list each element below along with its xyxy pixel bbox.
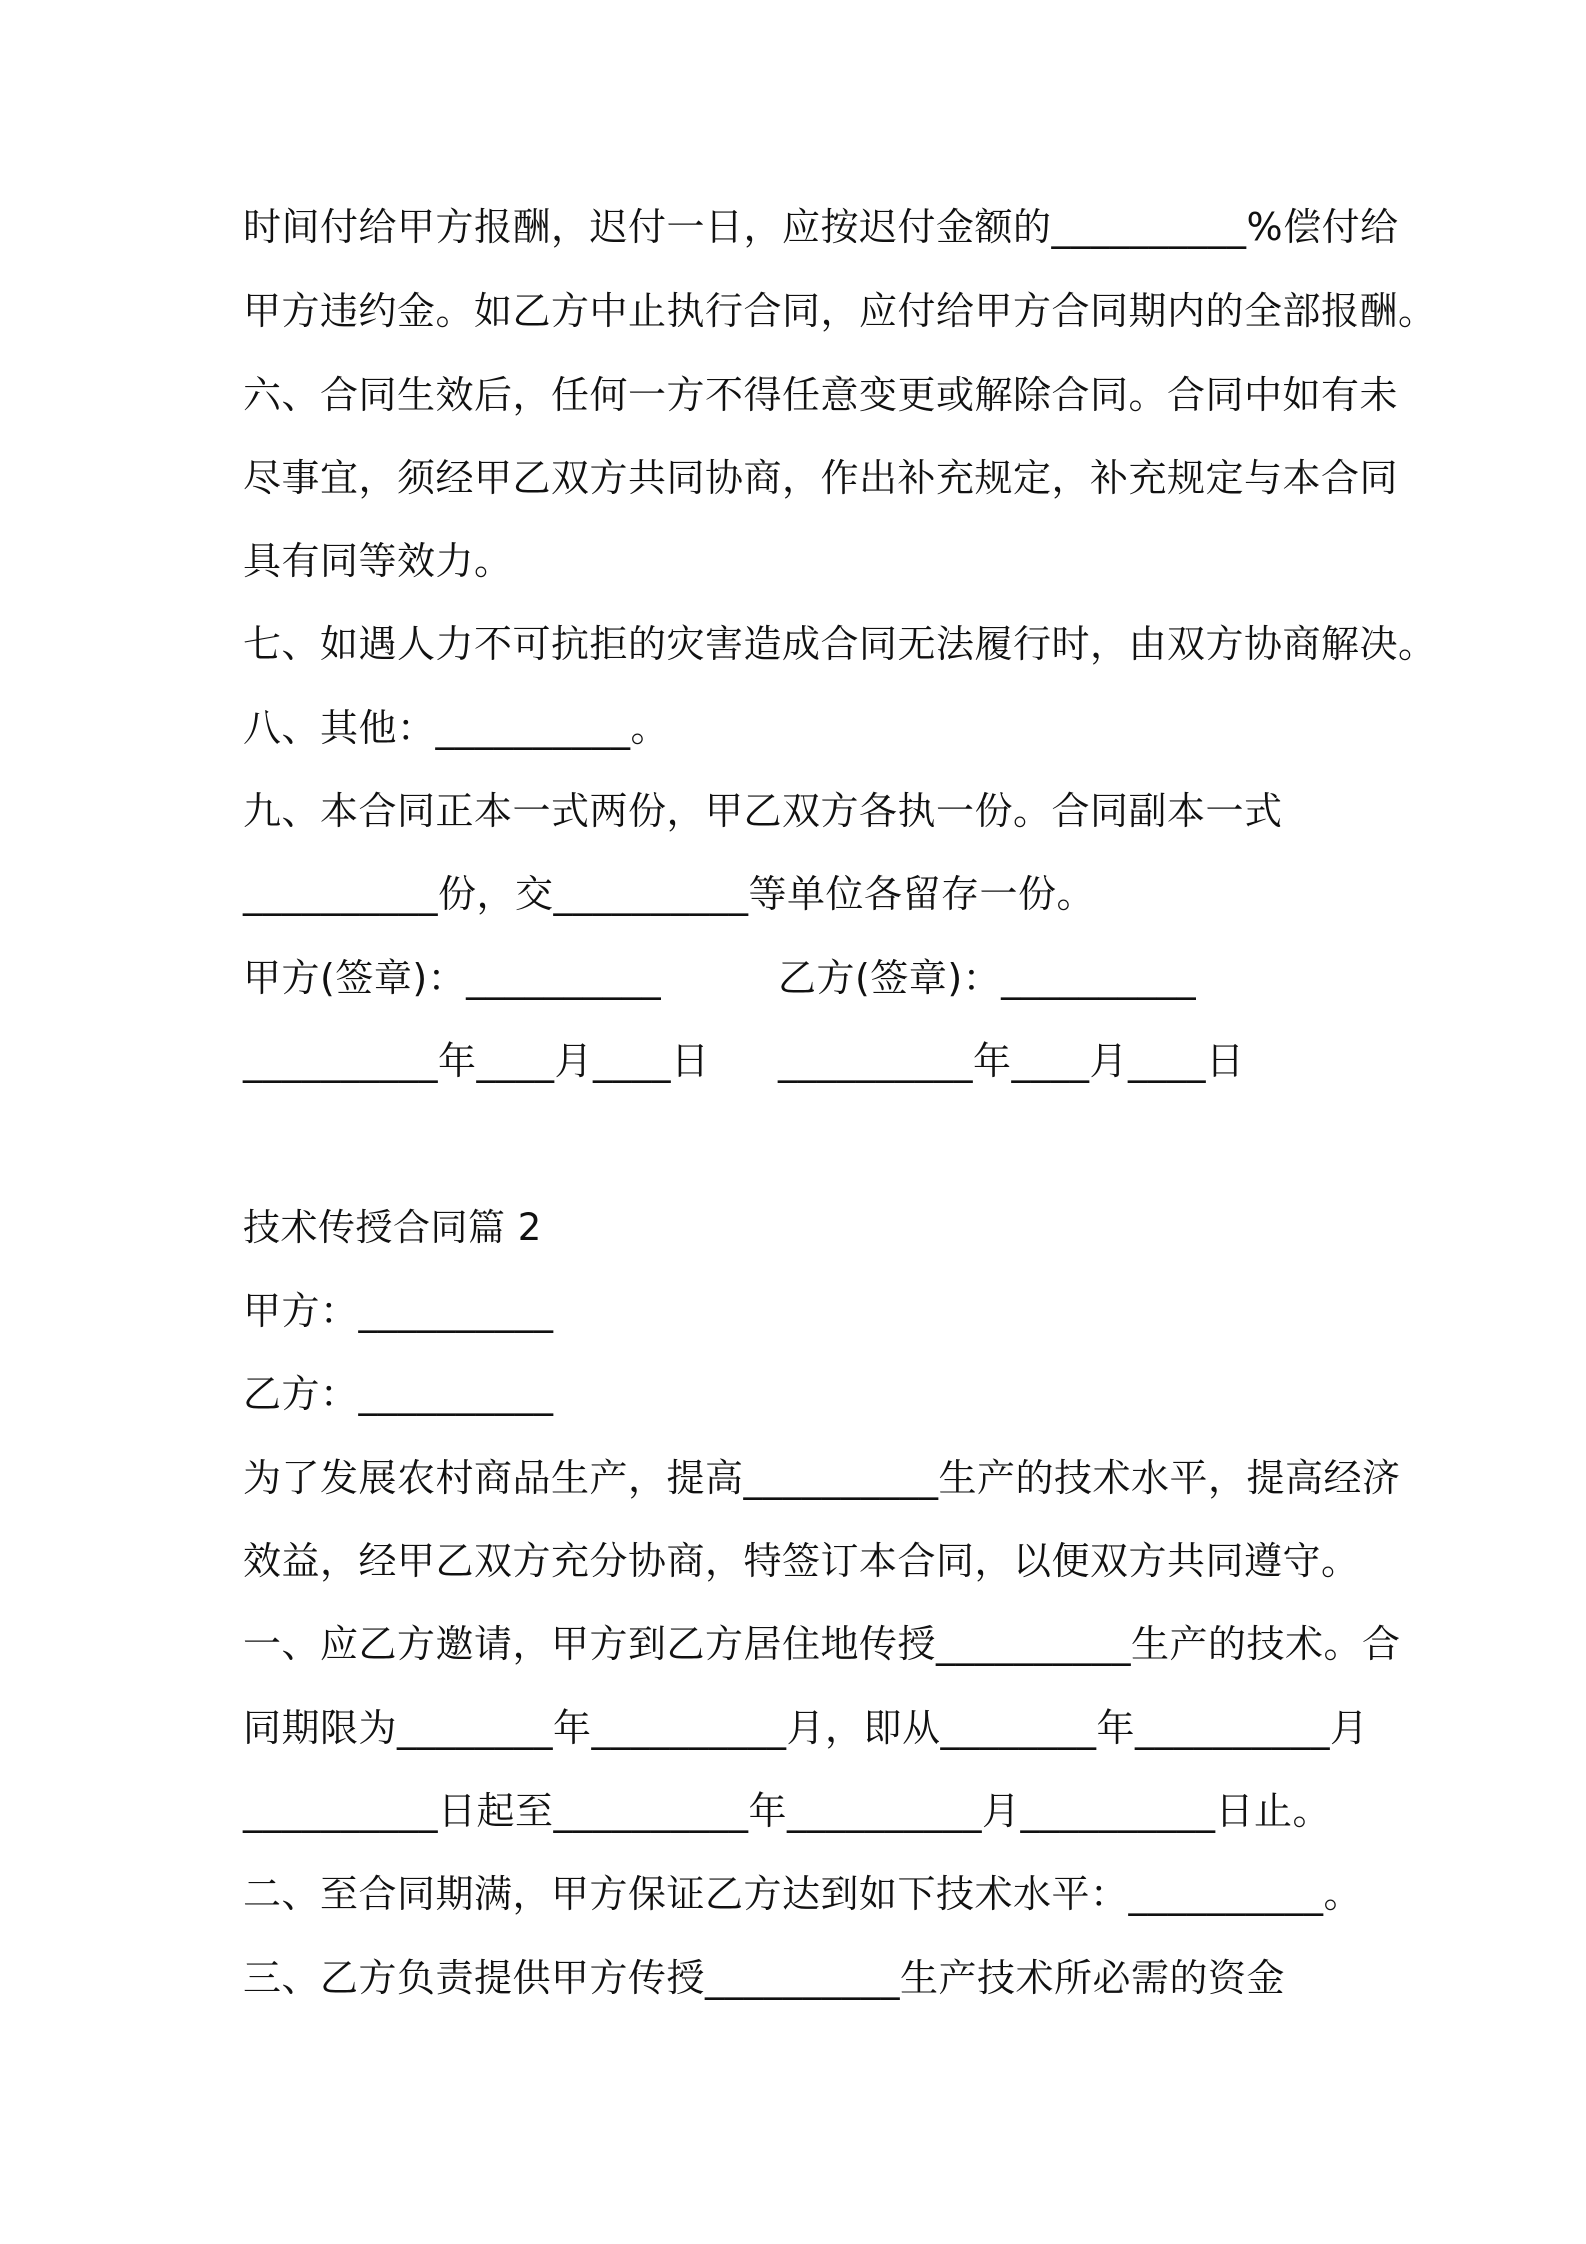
paragraph-line: 同期限为________年__________月，即从________年__________月 — [243, 1706, 1369, 1750]
paragraph-line: 尽事宜，须经甲乙双方共同协商，作出补充规定，补充规定与本合同 — [243, 456, 1399, 500]
clause-three-line: 三、乙方负责提供甲方传授__________生产技术所必需的资金 — [243, 1956, 1286, 2000]
party-a-line: 甲方：__________ — [243, 1289, 554, 1333]
party-a-date: __________年____月____日 — [243, 1039, 710, 1083]
clause-seven-line: 七、如遇人力不可抗拒的灾害造成合同无法履行时，由双方协商解决。 — [243, 622, 1437, 666]
paragraph-line: 甲方违约金。如乙方中止执行合同，应付给甲方合同期内的全部报酬。 — [243, 289, 1437, 333]
clause-two-line: 二、至合同期满，甲方保证乙方达到如下技术水平：__________。 — [243, 1872, 1363, 1916]
paragraph-line: 效益，经甲乙双方充分协商，特签订本合同，以便双方共同遵守。 — [243, 1539, 1360, 1583]
clause-eight-line: 八、其他：__________。 — [243, 706, 670, 750]
clause-one-line: 一、应乙方邀请，甲方到乙方居住地传授__________生产的技术。合 — [243, 1622, 1401, 1666]
paragraph-line: 具有同等效力。 — [243, 539, 513, 583]
party-b-line: 乙方：__________ — [243, 1372, 554, 1416]
paragraph-line: 时间付给甲方报酬，迟付一日，应按迟付金额的__________%偿付给 — [243, 205, 1399, 249]
party-b-signature: 乙方(签章)：__________ — [778, 956, 1197, 1000]
paragraph-line: 为了发展农村商品生产，提高__________生产的技术水平，提高经济 — [243, 1456, 1401, 1500]
contract-title: 技术传授合同篇 2 — [243, 1206, 542, 1249]
paragraph-line: __________日起至__________年__________月__________日止。 — [243, 1789, 1332, 1833]
clause-six-line: 六、合同生效后，任何一方不得任意变更或解除合同。合同中如有未 — [243, 373, 1399, 417]
party-b-date: __________年____月____日 — [778, 1039, 1245, 1083]
paragraph-line: __________份，交__________等单位各留存一份。 — [243, 872, 1096, 916]
party-a-signature: 甲方(签章)：__________ — [243, 956, 662, 1000]
clause-nine-line: 九、本合同正本一式两份，甲乙双方各执一份。合同副本一式 — [243, 789, 1283, 833]
